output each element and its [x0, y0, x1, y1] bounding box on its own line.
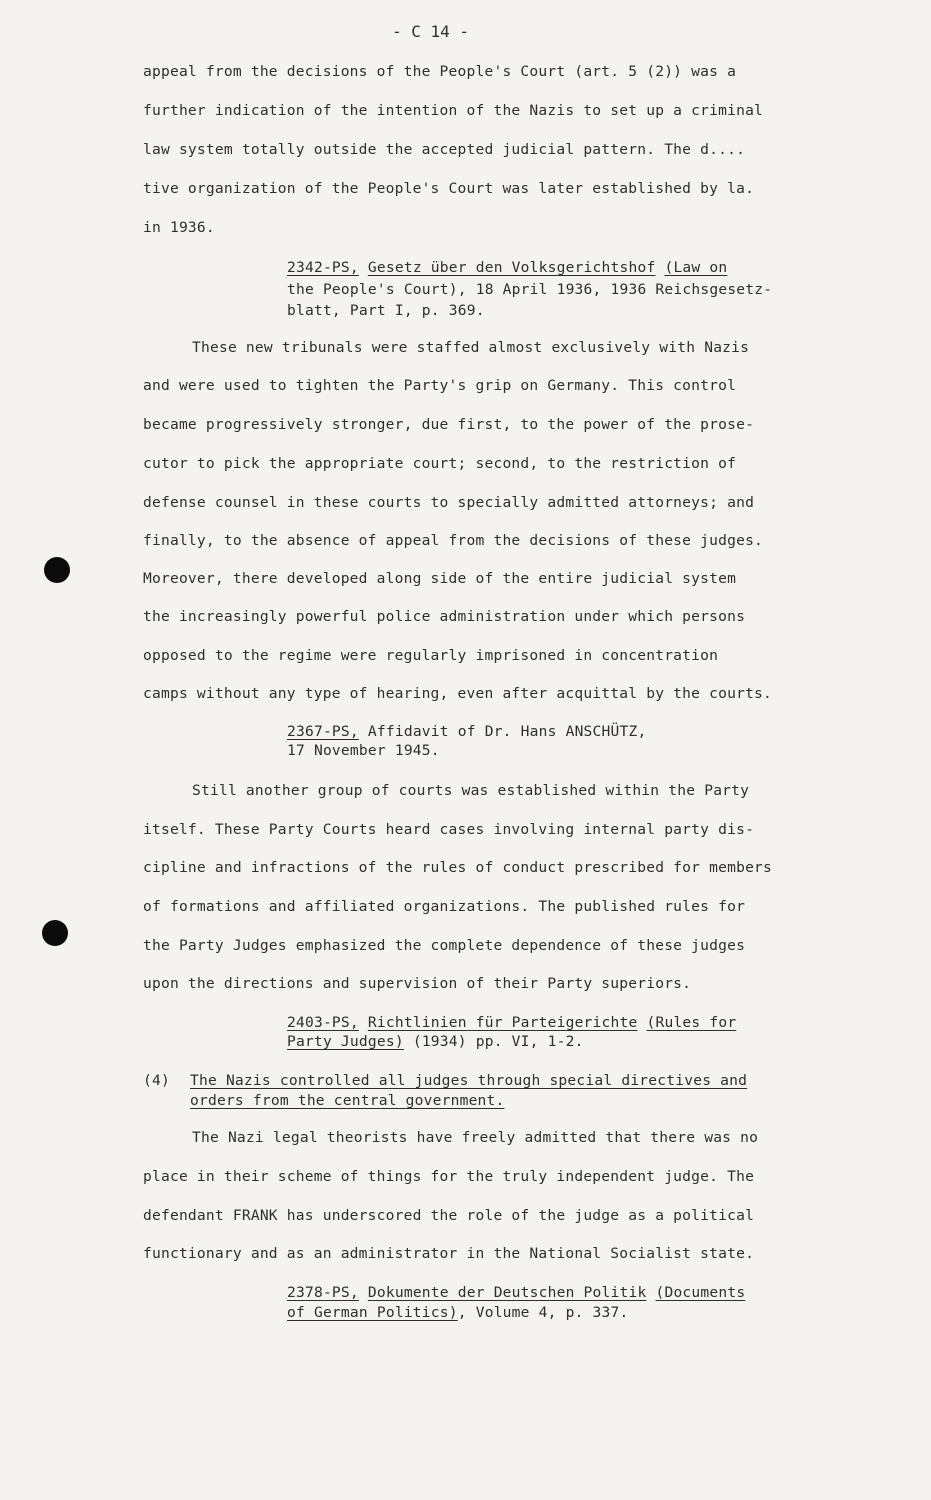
paragraph-line: defendant FRANK has underscored the role of the judge as a political: [143, 1207, 755, 1224]
citation-ref: 2378-PS,: [287, 1284, 359, 1301]
section-number: (4): [143, 1072, 170, 1089]
section-heading-line: The Nazis controlled all judges through special directives and: [190, 1072, 748, 1089]
citation-line: 17 November 1945.: [287, 742, 440, 759]
citation-title: Affidavit of Dr. Hans ANSCHÜTZ,: [367, 723, 647, 740]
paragraph-line: further indication of the intention of the Nazis to set up a criminal: [143, 102, 764, 119]
paragraph-line: camps without any type of hearing, even after acquittal by the courts.: [143, 685, 773, 702]
paragraph-line: tive organization of the People's Court was later established by la.: [143, 180, 755, 197]
paragraph-line: These new tribunals were staffed almost exclusively with Nazis: [192, 339, 750, 356]
citation-line: the People's Court), 18 April 1936, 1936 Reichsgesetz-: [287, 281, 773, 298]
paragraph-line: opposed to the regime were regularly imprisoned in concentration: [143, 647, 719, 664]
paragraph-line: place in their scheme of things for the truly independent judge. The: [143, 1168, 755, 1185]
paragraph-line: Moreover, there developed along side of the entire judicial system: [143, 570, 737, 587]
paragraph-line: in 1936.: [143, 219, 215, 236]
paragraph-line: of formations and affiliated organizations. The published rules for: [143, 898, 746, 915]
paragraph-line: law system totally outside the accepted judicial pattern. The d....: [143, 141, 746, 158]
paragraph-line: The Nazi legal theorists have freely admitted that there was no: [192, 1129, 759, 1146]
punch-hole-lower: [42, 920, 68, 946]
citation-title-translation: (Law on: [664, 259, 728, 276]
punch-hole-upper: [44, 557, 70, 583]
citation-title-translation: (Rules for: [646, 1014, 737, 1031]
paragraph-line: upon the directions and supervision of their Party superiors.: [143, 975, 692, 992]
paragraph-line: appeal from the decisions of the People's Court (art. 5 (2)) was a: [143, 63, 737, 80]
citation-title-translation: Party Judges): [287, 1033, 404, 1050]
citation-ref: 2367-PS,: [287, 723, 359, 740]
page-number: - C 14 -: [392, 22, 470, 41]
paragraph-line: cutor to pick the appropriate court; second, to the restriction of: [143, 455, 737, 472]
citation-title: Richtlinien für Parteigerichte: [367, 1014, 638, 1031]
citation-title: Dokumente der Deutschen Politik: [367, 1284, 647, 1301]
citation-ref: 2342-PS,: [287, 259, 359, 276]
paragraph-line: cipline and infractions of the rules of conduct prescribed for members: [143, 859, 773, 876]
paragraph-line: defense counsel in these courts to specially admitted attorneys; and: [143, 494, 755, 511]
citation-line: , Volume 4, p. 337.: [457, 1304, 629, 1321]
citation-title-translation: (Documents: [655, 1284, 746, 1301]
paragraph-line: the increasingly powerful police administration under which persons: [143, 608, 746, 625]
section-heading-line: orders from the central government.: [190, 1092, 505, 1109]
paragraph-line: finally, to the absence of appeal from the decisions of these judges.: [143, 532, 764, 549]
paragraph-line: Still another group of courts was established within the Party: [192, 782, 750, 799]
citation-title-translation: of German Politics): [287, 1304, 458, 1321]
paragraph-line: and were used to tighten the Party's grip on Germany. This control: [143, 377, 737, 394]
citation-title: Gesetz über den Volksgerichtshof: [367, 259, 656, 276]
citation-line: (1934) pp. VI, 1-2.: [412, 1033, 584, 1050]
paragraph-line: itself. These Party Courts heard cases involving internal party dis-: [143, 821, 755, 838]
paragraph-line: functionary and as an administrator in the National Socialist state.: [143, 1245, 755, 1262]
paragraph-line: became progressively stronger, due first, to the power of the prose-: [143, 416, 755, 433]
citation-ref: 2403-PS,: [287, 1014, 359, 1031]
paragraph-line: the Party Judges emphasized the complete dependence of these judges: [143, 937, 746, 954]
citation-line: blatt, Part I, p. 369.: [287, 302, 485, 319]
